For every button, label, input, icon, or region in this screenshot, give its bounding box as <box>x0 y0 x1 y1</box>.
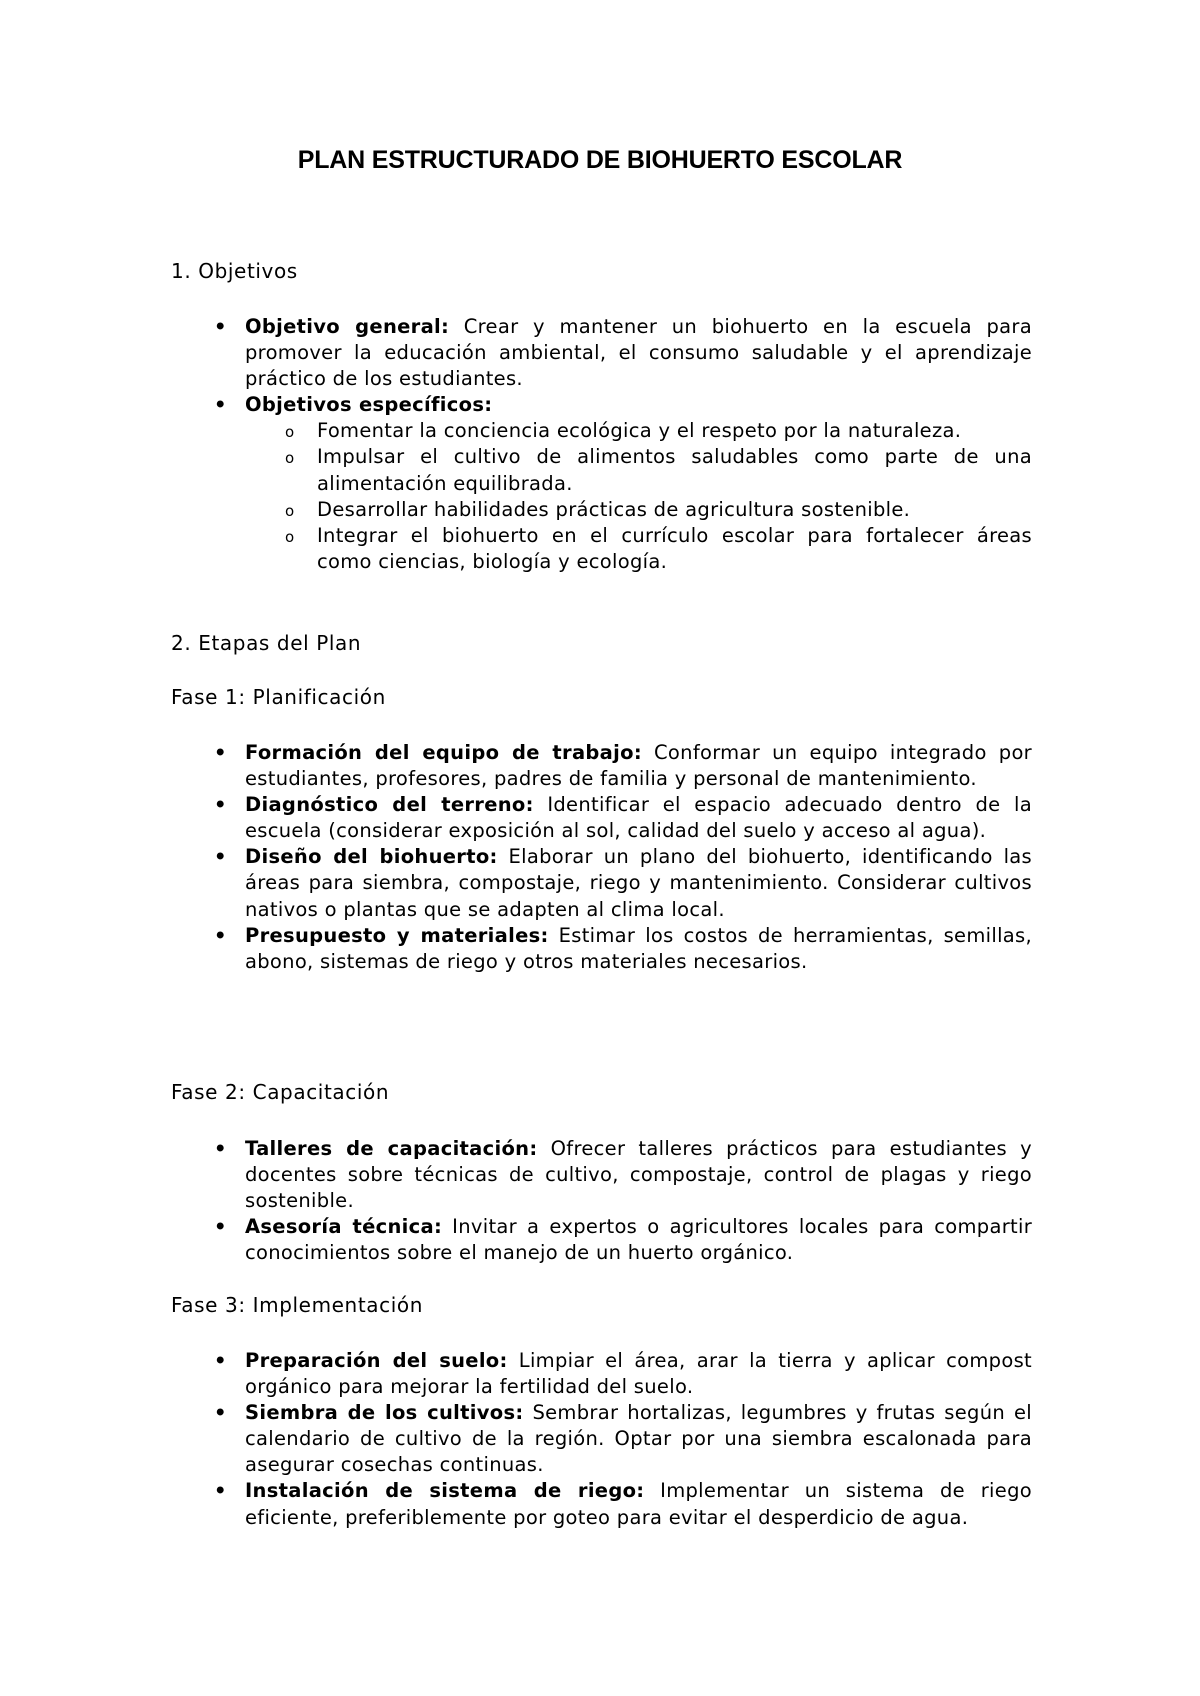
sub-list-item: o Desarrollar habilidades prácticas de agricultura sostenible. <box>245 497 1032 523</box>
fase2-list <box>171 1136 1032 1266</box>
sub-list-item: o Fomentar la conciencia ecológica y el respeto por la naturaleza. <box>245 418 1032 444</box>
objetivos-especificos-list <box>245 418 1032 575</box>
item-label: Diagnóstico del terreno: <box>245 793 534 817</box>
phase-heading-capacitacion: Fase 2: Capacitación <box>171 1080 390 1104</box>
section-heading-etapas: 2. Etapas del Plan <box>171 631 362 655</box>
list-item <box>171 314 1032 392</box>
list-item <box>171 1348 1032 1400</box>
item-label: Presupuesto y materiales: <box>245 923 549 947</box>
item-text: Conformar un equipo integrado por estudiantes, profesores, padres de familia y personal de mantenimiento. <box>245 741 1032 791</box>
item-label: Asesoría técnica: <box>245 1215 443 1239</box>
list-item <box>171 1214 1032 1266</box>
item-text: Crear y mantener un biohuerto en la escuela para promover la educación ambiental, el consumo saludable y el aprendizaje práctico de los estudiantes. <box>245 315 1032 391</box>
list-item <box>171 392 1032 575</box>
item-label: Siembra de los cultivos: <box>245 1401 524 1425</box>
phase-heading-implementacion: Fase 3: Implementación <box>171 1293 423 1317</box>
list-item <box>171 1136 1032 1214</box>
item-label: Preparación del suelo: <box>245 1349 508 1372</box>
item-text: Implementar un sistema de riego eficiente, preferiblemente por goteo para evitar el desperdicio de agua. <box>245 1479 1032 1529</box>
item-label: Objetivos específicos: <box>245 393 493 417</box>
fase1-list <box>171 740 1032 975</box>
list-item <box>171 923 1032 975</box>
item-label: Formación del equipo de trabajo: <box>245 741 642 764</box>
item-text: Sembrar hortalizas, legumbres y frutas según el calendario de cultivo de la región. Optar por una siembra escalonada para asegurar cosechas continuas. <box>245 1401 1032 1477</box>
list-item <box>171 1400 1032 1478</box>
document-title: PLAN ESTRUCTURADO DE BIOHUERTO ESCOLAR <box>297 146 903 174</box>
list-item <box>171 1478 1032 1530</box>
sub-list-item: o Impulsar el cultivo de alimentos saludables como parte de una alimentación equilibrada. <box>245 444 1032 496</box>
objetivos-list <box>171 314 1032 575</box>
item-label: Instalación de sistema de riego: <box>245 1479 645 1503</box>
item-text: Identificar el espacio adecuado dentro de la escuela (considerar exposición al sol, calidad del suelo y acceso al agua). <box>245 793 1032 843</box>
list-item <box>171 792 1032 844</box>
section-heading-objetivos: 1. Objetivos <box>171 259 298 283</box>
item-label: Objetivo general: <box>245 315 450 338</box>
item-label: Talleres de capacitación: <box>245 1137 538 1160</box>
item-text: Estimar los costos de herramientas, semillas, abono, sistemas de riego y otros materiales necesarios. <box>245 923 1032 973</box>
item-text: Invitar a expertos o agricultores locales para compartir conocimientos sobre el manejo de un huerto orgánico. <box>245 1215 1033 1265</box>
sub-list-item: o Integrar el biohuerto en el currículo escolar para fortalecer áreas como ciencias, biología y ecología. <box>245 523 1032 575</box>
phase-heading-planificacion: Fase 1: Planificación <box>171 685 386 709</box>
list-item <box>171 740 1032 792</box>
item-text: Ofrecer talleres prácticos para estudiantes y docentes sobre técnicas de cultivo, compostaje, control de plagas y riego sostenible. <box>245 1137 1032 1213</box>
list-item <box>171 844 1032 922</box>
fase3-list <box>171 1348 1032 1531</box>
item-text: Limpiar el área, arar la tierra y aplicar compost orgánico para mejorar la fertilidad del suelo. <box>245 1349 1032 1399</box>
item-text: Elaborar un plano del biohuerto, identificando las áreas para siembra, compostaje, riego y mantenimiento. Considerar cultivos nativos o plantas que se adapten al clima local. <box>245 845 1032 921</box>
item-label: Diseño del biohuerto: <box>245 845 498 869</box>
